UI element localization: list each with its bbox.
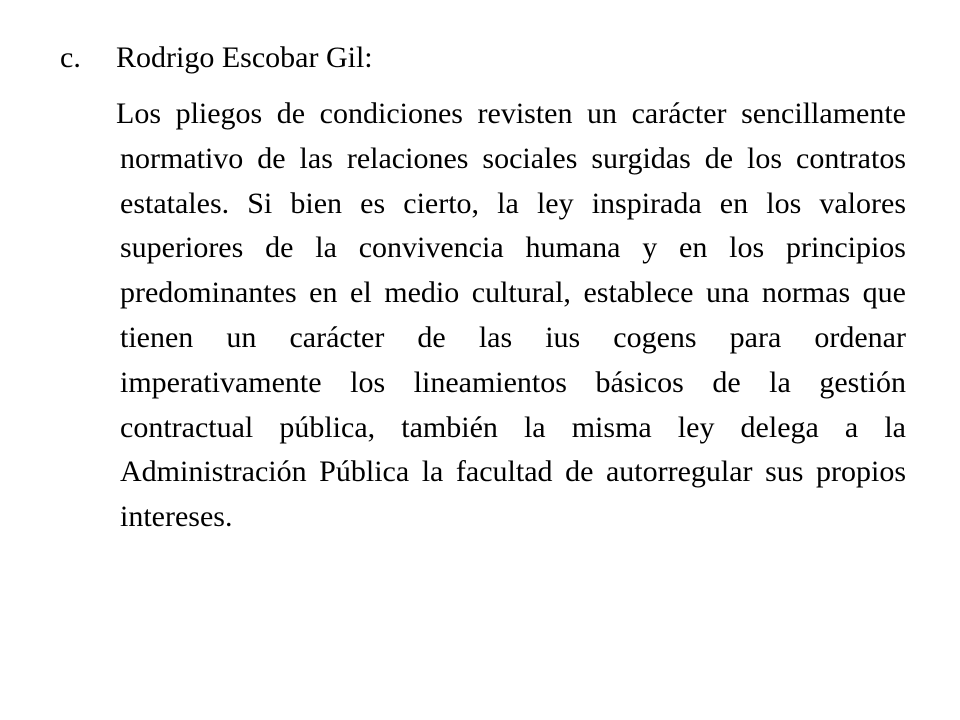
heading-text: Rodrigo Escobar Gil: [116, 41, 373, 74]
section-heading [60, 40, 373, 76]
body-paragraph: Los pliegos de condiciones revisten un carácter sencillamente normativo de las relaciones sociales surgidas de los contratos estatales. Si bien es cierto, la ley inspirada en los valores superiores de la convivencia humana y en los principios predominantes en el medio cultural, establece una normas que tienen un carácter de las ius cogens para ordenar imperativamente los lineamientos básicos de la gestión contractual pública, también la misma ley delega a la Administración Pública la facultad de autorregular sus propios intereses. [116, 97, 906, 534]
list-marker: c. [60, 41, 81, 74]
